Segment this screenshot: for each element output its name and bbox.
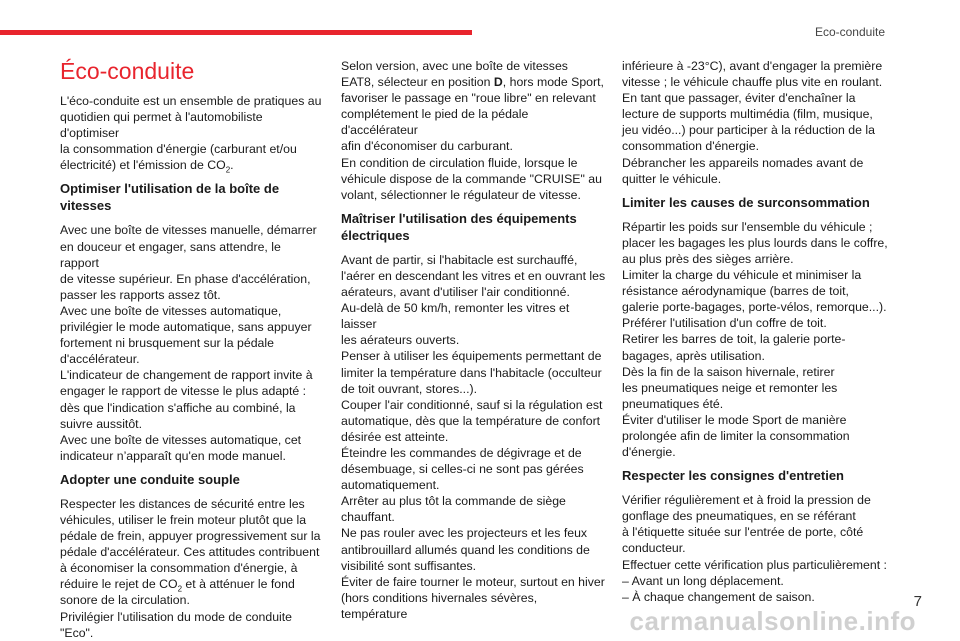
text-line: automatique, dès que la température de confort: [341, 413, 601, 428]
text-line: Vérifier régulièrement et à froid la pression de: [622, 493, 871, 508]
text-line: résistance aérodynamique (barres de toit,: [622, 284, 849, 299]
text-line: lecture de supports multimédia (film, musique,: [622, 107, 873, 122]
text-line: gonflage des pneumatiques, en se référant: [622, 509, 856, 524]
header-section-title: Eco-conduite: [814, 25, 885, 39]
text-line: au plus près des sièges arrière.: [622, 251, 794, 266]
text-line: [341, 74, 606, 90]
overconsumption-paragraph: [622, 219, 888, 460]
column-2: [341, 58, 606, 622]
text-line: inférieure à -23°C), avant d'engager la première: [622, 59, 883, 73]
text-line: privilégier le mode automatique, sans appuyer: [60, 320, 312, 335]
text-line: L'éco-conduite est un ensemble de pratiques au: [60, 94, 322, 108]
text-line: Répartir les poids sur l'ensemble du véhicule ;: [622, 219, 873, 234]
text-line: Avec une boîte de vitesses automatique, cet: [60, 432, 302, 447]
maintenance-paragraph: [622, 492, 888, 605]
text-fragment: réduire le rejet de CO: [60, 577, 178, 592]
text-line: d'énergie.: [622, 445, 676, 460]
gear-position-d: D: [493, 75, 503, 90]
text-line: pneumatiques été.: [622, 396, 724, 411]
text-line: bagages, après utilisation.: [622, 348, 765, 363]
gearbox-paragraph: [60, 222, 322, 463]
header-accent-bar: [0, 30, 472, 35]
text-line: suivre aussitôt.: [60, 416, 143, 431]
text-line: l'aérer en descendant les vitres et en ouvrant les: [341, 268, 606, 283]
text-line: jeu vidéo...) pour participer à la réduction de la: [622, 123, 875, 138]
text-line: conducteur.: [622, 541, 686, 556]
text-line: indicateur n’apparaît qu'en mode manuel.: [60, 448, 286, 463]
text-line: vitesse ; le véhicule chauffe plus vite en roulant.: [622, 75, 883, 90]
text-line: Préférer l'utilisation d'un coffre de toit.: [622, 316, 827, 331]
electrical-paragraph-continued: [622, 58, 888, 187]
text-line: à l'étiquette située sur l'entrée de porte, côté: [622, 525, 864, 540]
heading-smooth-driving: Adopter une conduite souple: [60, 471, 240, 487]
text-line: consommation d'énergie.: [622, 139, 760, 154]
text-line: Au-delà de 50 km/h, remonter les vitres et laisser: [341, 301, 570, 332]
list-item: – Avant un long déplacement.: [622, 573, 784, 588]
heading-electrical-equipment: Maîtriser l'utilisation des équipements électriques: [341, 210, 577, 243]
text-line: [60, 157, 322, 173]
text-line: pédale d'accélérateur. Ces attitudes contribuent: [60, 545, 320, 560]
text-line: Selon version, avec une boîte de vitesses: [341, 59, 568, 73]
page-number: 7: [913, 593, 922, 610]
text-line: sonore de la circulation.: [60, 593, 190, 608]
heading-maintenance: Respecter les consignes d'entretien: [622, 468, 845, 484]
text-line: engager le rapport de vitesse le plus adapté :: [60, 384, 307, 399]
text-line: Effectuer cette vérification plus particulièrement :: [622, 557, 887, 572]
watermark-link[interactable]: carmanualsonline.info: [629, 606, 916, 636]
text-line: de toit ouvrant, stores...).: [341, 381, 478, 396]
text-line: quotidien qui permet à l'automobiliste d'optimiser: [60, 110, 263, 141]
text-line: Penser à utiliser les équipements permettant de: [341, 349, 602, 364]
page-title: Éco-conduite: [60, 58, 195, 84]
text-line: quitter le véhicule.: [622, 171, 722, 186]
text-line: dès que l'indication s'affiche au combiné, la: [60, 400, 296, 415]
text-line: en douceur et engager, sans attendre, le rapport: [60, 239, 281, 270]
text-line: à économiser la consommation d'énergie, à: [60, 561, 298, 576]
heading-gearbox: Optimiser l'utilisation de la boîte de vitesses: [60, 181, 280, 214]
text-line: [60, 576, 322, 592]
text-line: véhicule dispose de la commande "CRUISE" au: [341, 171, 602, 186]
text-line: Couper l'air conditionné, sauf si la régulation est: [341, 397, 603, 412]
text-line: Privilégier l'utilisation du mode de conduite: [60, 609, 293, 624]
text-line: la consommation d'énergie (carburant et/ou: [60, 142, 297, 157]
text-line: Respecter les distances de sécurité entre les: [60, 496, 305, 511]
text-line: Avec une boîte de vitesses automatique,: [60, 303, 282, 318]
text-line: prolongée afin de limiter la consommation: [622, 428, 850, 443]
text-fragment: et à atténuer le fond: [182, 577, 295, 592]
text-line: d'accélérateur.: [60, 352, 140, 367]
electrical-paragraph: [341, 252, 606, 622]
list-item: – À chaque changement de saison.: [622, 589, 815, 604]
text-line: aérateurs, avant d'utiliser l'air conditionné.: [341, 285, 570, 300]
text-line: désirée est atteinte.: [341, 429, 449, 444]
text-line: limiter la température dans l'habitacle (occulteur: [341, 365, 602, 380]
column-3: [622, 58, 888, 605]
text-line: En tant que passager, éviter d'enchaîner la: [622, 91, 856, 106]
text-line: les pneumatiques neige et remonter les: [622, 380, 838, 395]
text-line: (hors conditions hivernales sévères, température: [341, 590, 538, 621]
text-line: fortement ni brusquement sur la pédale: [60, 336, 274, 351]
text-line: En condition de circulation fluide, lorsque le: [341, 155, 578, 170]
text-fragment: électricité) et l'émission de CO: [60, 158, 226, 173]
text-line: visibilité sont suffisantes.: [341, 558, 477, 573]
text-line: L'indicateur de changement de rapport invite à: [60, 368, 313, 383]
text-line: passer les rapports assez tôt.: [60, 287, 221, 302]
column-1: [60, 58, 322, 641]
subscript: 2: [177, 584, 183, 594]
text-line: afin d'économiser du carburant.: [341, 139, 513, 154]
text-line: galerie porte-bagages, porte-vélos, remorque...).: [622, 300, 887, 315]
text-line: Limiter la charge du véhicule et minimiser la: [622, 268, 862, 283]
text-line: de vitesse supérieur. En phase d'accélération,: [60, 271, 311, 286]
text-line: Avant de partir, si l'habitacle est surchauffé,: [341, 252, 578, 267]
text-line: Débrancher les appareils nomades avant de: [622, 155, 864, 170]
text-line: véhicules, utiliser le frein moteur plutôt que la: [60, 512, 307, 527]
text-fragment: .: [230, 158, 234, 173]
text-line: Ne pas rouler avec les projecteurs et les feux: [341, 526, 588, 541]
text-line: Éviter d'utiliser le mode Sport de manière: [622, 412, 847, 427]
text-fragment: EAT8, sélecteur en position: [341, 75, 494, 90]
subscript: 2: [225, 165, 231, 175]
text-line: Retirer les barres de toit, la galerie porte-: [622, 332, 846, 347]
text-line: antibrouillard allumés quand les conditions de: [341, 542, 590, 557]
text-line: pédale de frein, appuyer progressivement sur la: [60, 529, 321, 544]
text-line: Avec une boîte de vitesses manuelle, démarrer: [60, 223, 317, 238]
text-line: favoriser le passage en "roue libre" en relevant: [341, 91, 596, 106]
text-line: les aérateurs ouverts.: [341, 333, 460, 348]
smooth-driving-paragraph: [60, 496, 322, 641]
text-line: chauffant.: [341, 510, 395, 525]
text-line: Dès la fin de la saison hivernale, retirer: [622, 364, 835, 379]
freewheel-paragraph: [341, 58, 606, 203]
text-line: désembuage, si celles-ci ne sont pas gérées: [341, 462, 584, 477]
text-line: Éviter de faire tourner le moteur, surtout en hiver: [341, 574, 605, 589]
text-line: Arrêter au plus tôt la commande de siège: [341, 494, 566, 509]
text-line: volant, sélectionner le régulateur de vitesse.: [341, 187, 581, 202]
text-line: automatiquement.: [341, 478, 440, 493]
text-line: "Eco".: [60, 625, 94, 640]
heading-overconsumption: Limiter les causes de surconsommation: [622, 194, 870, 210]
intro-paragraph: [60, 93, 322, 173]
text-fragment: , hors mode Sport,: [502, 75, 604, 90]
text-line: placer les bagages les plus lourds dans le coffre,: [622, 235, 888, 250]
text-line: complétement le pied de la pédale d'accélérateur: [341, 107, 529, 138]
text-line: Éteindre les commandes de dégivrage et de: [341, 445, 582, 460]
